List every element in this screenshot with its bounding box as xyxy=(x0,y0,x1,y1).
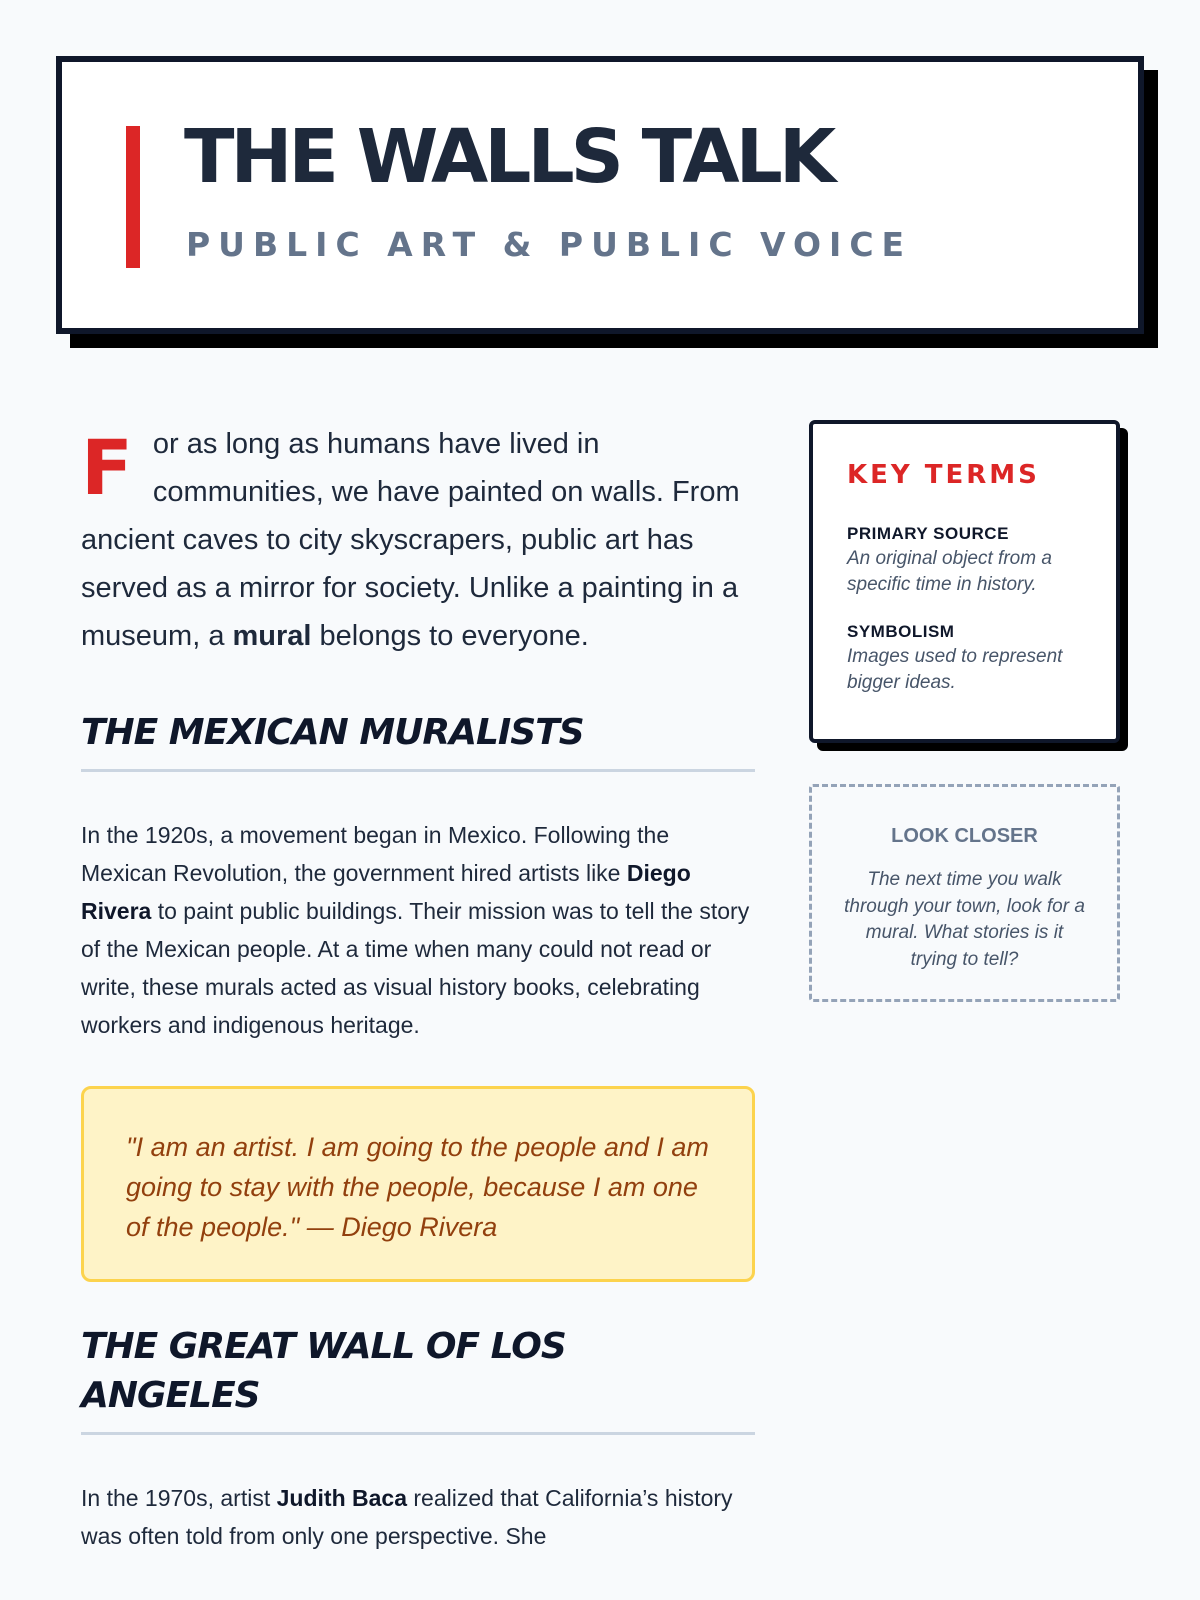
intro-text-1: or as long as humans have lived in communities, we have painted on walls. From ancient caves to city skyscrapers, public art has served as a mirror for society. Unlike a painting in a museum, a xyxy=(81,428,740,652)
look-closer-heading: LOOK CLOSER xyxy=(891,825,1038,847)
quote-text: "I am an artist. I am going to the people and I am going to stay with the people, because I am one of the people." — Diego Rivera xyxy=(126,1132,709,1242)
article-main xyxy=(81,420,755,1555)
term-name: SYMBOLISM xyxy=(847,622,955,641)
la-text-1: In the 1970s, artist xyxy=(81,1485,277,1511)
look-closer-text: The next time you walk through your town, look for a mural. What stories is it trying to tell? xyxy=(844,869,1085,970)
la-text-2: realized that California’s history was often told from only one perspective. She xyxy=(81,1485,733,1549)
drop-cap: F xyxy=(81,423,133,512)
quote-callout xyxy=(81,1086,755,1282)
intro-paragraph xyxy=(81,420,755,660)
great-wall-paragraph xyxy=(81,1479,755,1555)
look-closer-box xyxy=(809,784,1120,1002)
mexican-text-2: to paint public buildings. Their mission was to tell the story of the Mexican people. At a time when many could not read or write, these murals acted as visual history books, celebrating workers and indigenous heritage. xyxy=(81,898,750,1038)
term-item xyxy=(847,522,1086,598)
mexican-text-1: In the 1920s, a movement began in Mexico. Following the Mexican Revolution, the government hired artists like xyxy=(81,822,670,886)
term-definition: An original object from a specific time in history. xyxy=(847,548,1052,595)
term-item xyxy=(847,620,1086,696)
key-terms-heading: KEY TERMS xyxy=(847,460,1040,490)
la-bold-name: Judith Baca xyxy=(276,1485,407,1511)
term-definition: Images used to represent bigger ideas. xyxy=(847,646,1063,693)
intro-text-2: belongs to everyone. xyxy=(311,620,589,652)
title-accent-bar xyxy=(126,126,140,268)
intro-bold-term: mural xyxy=(232,620,312,652)
section-title-mexican-muralists: THE MEXICAN MURALISTS xyxy=(81,708,755,772)
masthead xyxy=(56,56,1144,334)
mexican-bold-name: Diego Rivera xyxy=(81,860,691,924)
term-name: PRIMARY SOURCE xyxy=(847,524,1009,543)
page-subtitle: PUBLIC ART & PUBLIC VOICE xyxy=(186,225,913,264)
section-title-great-wall: THE GREAT WALL OF LOS ANGELES xyxy=(81,1322,755,1435)
mexican-muralists-paragraph xyxy=(81,816,755,1044)
key-terms-box xyxy=(809,420,1120,743)
page-title: THE WALLS TALK xyxy=(184,114,833,200)
